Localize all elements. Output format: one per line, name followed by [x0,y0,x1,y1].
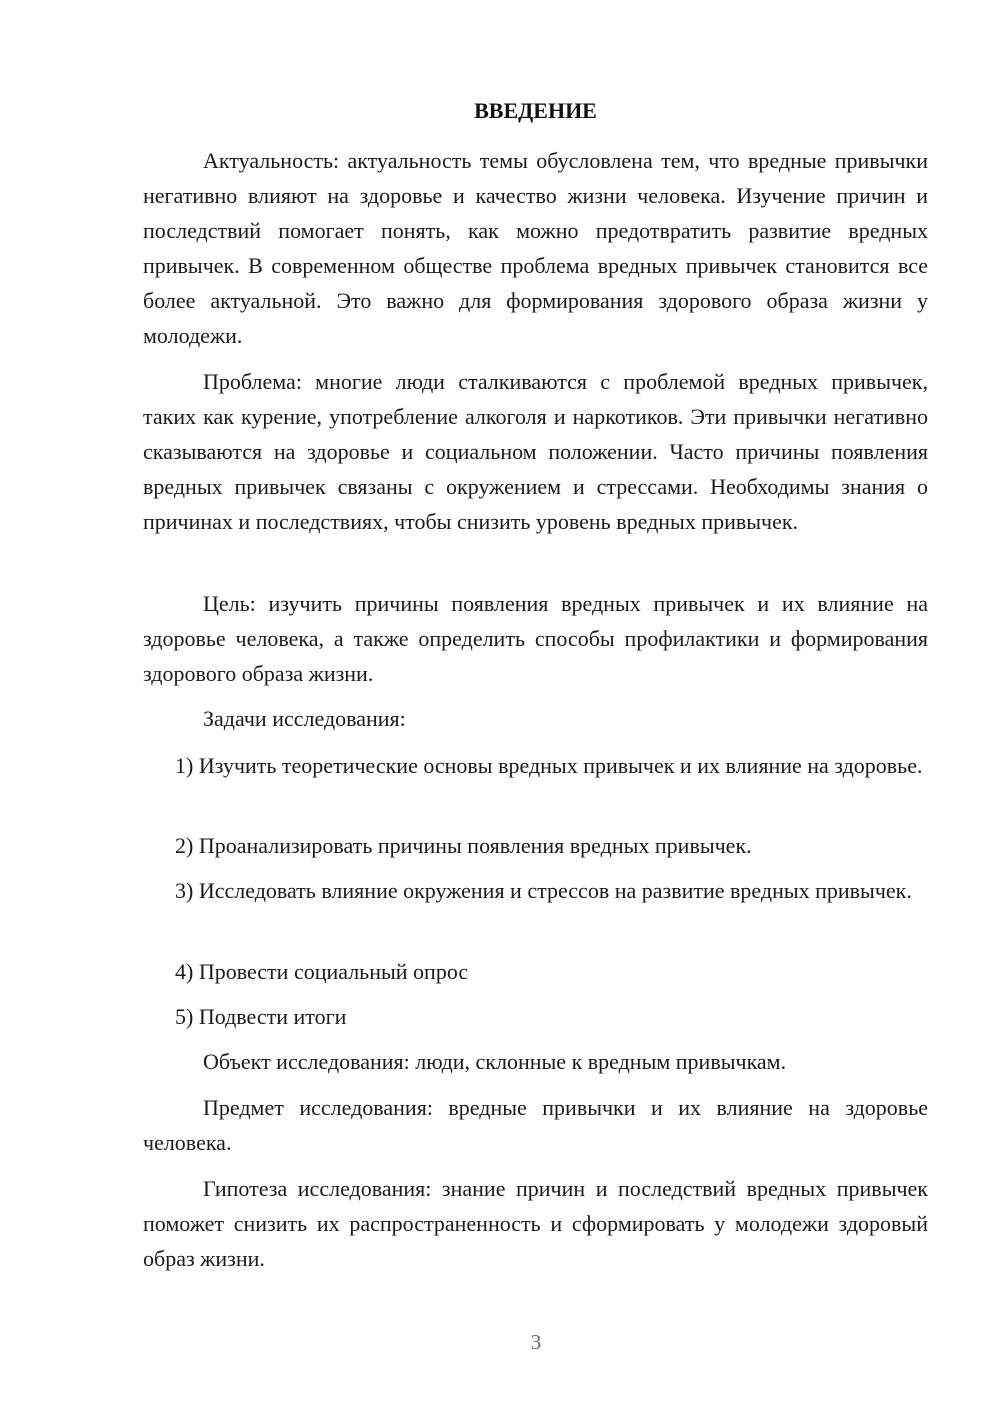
paragraph-subject: Предмет исследования: вредные привычки и их влияние на здоровье человека. [143,1095,928,1155]
section-heading: ВВЕДЕНИЕ [474,98,597,123]
paragraph-relevance: Актуальность: актуальность темы обусловлена тем, что вредные привычки негативно влияют на здоровье и качество жизни человека. Изучение причин и последствий помогает понять, как можно предотвратить развитие вредных привычек. В современном обществе проблема вредных привычек становится все более актуальной. Это важно для формирования здорового образа жизни у молодежи. [143,148,928,348]
page-number: 3 [530,1330,542,1354]
paragraph-goal: Цель: изучить причины появления вредных привычек и их влияние на здоровье человека, а также определить способы профилактики и формирования здорового образа жизни. [143,591,928,686]
paragraph-hypothesis: Гипотеза исследования: знание причин и последствий вредных привычек поможет снизить их распространенность и сформировать у молодежи здоровый образ жизни. [143,1176,928,1271]
task-item-3: 3) Исследовать влияние окружения и стрессов на развитие вредных привычек. [175,878,912,903]
paragraph-object: Объект исследования: люди, склонные к вредным привычкам. [203,1049,787,1074]
task-item-5: 5) Подвести итоги [175,1004,347,1029]
task-item-1: 1) Изучить теоретические основы вредных привычек и их влияние на здоровье. [175,753,923,778]
task-item-2: 2) Проанализировать причины появления вредных привычек. [175,833,752,858]
paragraph-problem: Проблема: многие люди сталкиваются с проблемой вредных привычек, таких как курение, употребление алкоголя и наркотиков. Эти привычки негативно сказываются на здоровье и социальном положении. Часто причины появления вредных привычек связаны с окружением и стрессами. Необходимы знания о причинах и последствиях, чтобы снизить уровень вредных привычек. [143,369,928,534]
paragraph-tasks-heading: Задачи исследования: [203,706,406,731]
task-item-4: 4) Провести социальный опрос [175,959,469,984]
